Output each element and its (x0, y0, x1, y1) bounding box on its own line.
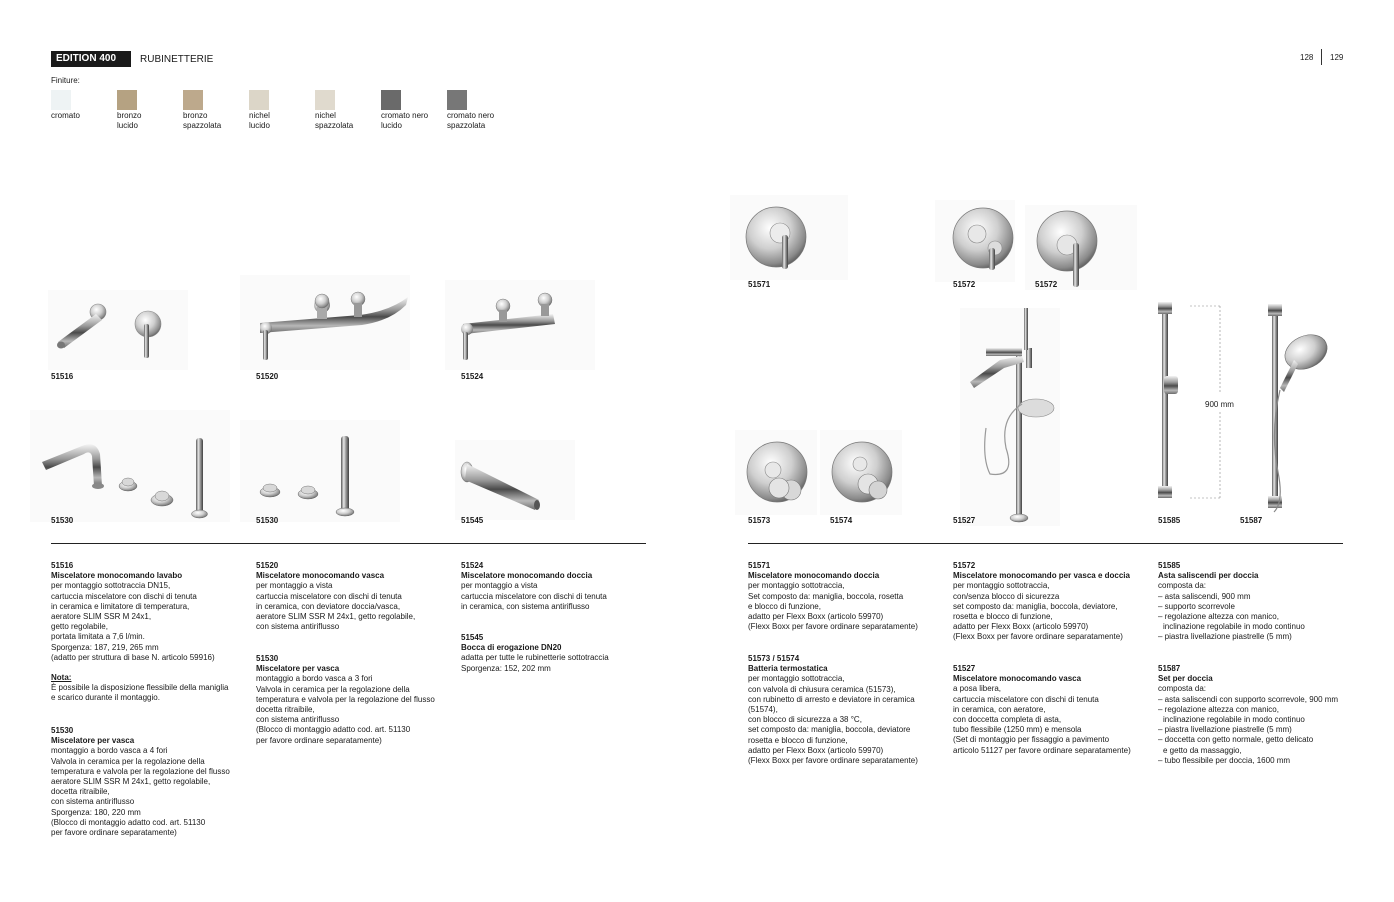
description-code: 51573 / 51574 (748, 654, 800, 663)
description-code: 51527 (953, 664, 976, 673)
description-51587: 51587 Set per doccia composta da: – asta saliscendi con supporto scorrevole, 900 mm – regolazione altezza con manico, inclinazione regolabile in modo continuo – piastra livellazione piastrelle (5 mm) – doccetta con getto normale, getto delicato e getto da massaggio, – tubo flessibile per doccia, 1600 mm (1158, 664, 1358, 766)
product-label-51572: 51572 (953, 280, 976, 289)
page-number-left: 128 (1300, 53, 1314, 62)
nota-label: Nota: (51, 673, 72, 683)
product-label-51520: 51520 (256, 372, 279, 381)
product-label-51530: 51530 (51, 516, 74, 525)
description-title: Asta saliscendi per doccia (1158, 571, 1259, 581)
finish-swatch-bronzo-lucido (117, 90, 137, 110)
product-image-51572-b (1025, 205, 1137, 290)
finish-swatch-cromato-nero-lucido (381, 90, 401, 110)
product-label-51530: 51530 (256, 516, 279, 525)
finish-swatch-nichel-spazzolata (315, 90, 335, 110)
description-title: Miscelatore monocomando lavabo (51, 571, 183, 581)
divider-left (51, 543, 646, 544)
description-51585: 51585 Asta saliscendi per doccia composta da: – asta saliscendi, 900 mm – supporto scorrevole – regolazione altezza con manico, inclinazione regolabile in modo continuo – piastra livellazione piastrelle (5 mm) (1158, 561, 1358, 643)
finish-swatch-cromato (51, 90, 71, 110)
product-image-51524 (445, 280, 595, 370)
product-image-51587 (1250, 302, 1340, 520)
product-image-51516 (48, 290, 188, 370)
description-code: 51530 (51, 726, 74, 735)
product-image-51572-a (935, 200, 1015, 282)
dimension-label: 900 mm (1205, 400, 1234, 409)
product-label-51527: 51527 (953, 516, 976, 525)
product-image-51520 (240, 275, 410, 370)
description-code: 51585 (1158, 561, 1181, 570)
description-code: 51571 (748, 561, 771, 570)
description-51572: 51572 Miscelatore monocomando per vasca e doccia per montaggio sottotraccia, con/senza blocco di sicurezza set composto da: maniglia, boccola, deviatore, rosetta e blocco di funzione, adatto per Flexx Boxx (articolo 59970) (Flexx Boxx per favore ordinare separatamente) (953, 561, 1153, 643)
edition-badge: EDITION 400 (51, 51, 131, 67)
finish-swatch-bronzo-spazzolata (183, 90, 203, 110)
description-code: 51524 (461, 561, 484, 570)
finish-name: cromato nero spazzolata (447, 111, 495, 130)
description-code: 51530 (256, 654, 279, 663)
divider-right (748, 543, 1343, 544)
product-image-51573 (735, 430, 817, 515)
product-image-51574 (820, 430, 902, 515)
product-label-51574: 51574 (830, 516, 853, 525)
description-title: Batteria termostatica (748, 664, 828, 674)
description-51524: 51524 Miscelatore monocomando doccia per montaggio a vista cartuccia miscelatore con dischi di tenuta in ceramica, con sistema antiriflusso (461, 561, 651, 612)
description-code: 51587 (1158, 664, 1181, 673)
description-51571: 51571 Miscelatore monocomando doccia per montaggio sottotraccia, Set composto da: maniglia, boccola, rosetta e blocco di funzione, adatto per Flexx Boxx (articolo 59970) (Flexx Boxx per favore ordinare separatamente) (748, 561, 948, 632)
product-image-51530-3hole (240, 420, 400, 522)
description-title: Set per doccia (1158, 674, 1213, 684)
description-code: 51520 (256, 561, 279, 570)
product-image-51571 (730, 195, 848, 280)
product-label-51573: 51573 (748, 516, 771, 525)
description-title: Miscelatore monocomando doccia (461, 571, 593, 581)
finish-name: cromato nero lucido (381, 111, 429, 130)
section-title: RUBINETTERIE (140, 54, 214, 65)
description-title: Miscelatore per vasca (256, 664, 340, 674)
product-image-51545 (455, 440, 575, 520)
description-code: 51545 (461, 633, 484, 642)
description-title: Miscelatore monocomando per vasca e doccia (953, 571, 1130, 581)
product-image-51530-4hole (30, 410, 230, 522)
description-51516: 51516 Miscelatore monocomando lavabo per montaggio sottotraccia DN15, cartuccia miscelatore con dischi di tenuta in ceramica e limitatore di temperatura, aeratore SLIM SSR M 24x1, getto regolabile, portata limitata a 7,6 l/min. Sporgenza: 187, 219, 265 mm (adatto per struttura di base N. articolo 59916) Nota: È possibile la disposizione flessibile della maniglia e scarico durante il montaggio. (51, 561, 251, 704)
product-label-51524: 51524 (461, 372, 484, 381)
product-label-51545: 51545 (461, 516, 484, 525)
description-51573-51574: 51573 / 51574 Batteria termostatica per montaggio sottotraccia, con valvola di chiusura ceramica (51573), con rubinetto di arresto e deviatore in ceramica (51574), con blocco di sicurezza a 38 °C, set composto da: maniglia, boccola, deviatore rosetta e blocco di funzione, adatto per Flexx Boxx (articolo 59970) (Flexx Boxx per favore ordinare separatamente) (748, 654, 948, 766)
description-title: Bocca di erogazione DN20 (461, 643, 562, 653)
description-code: 51516 (51, 561, 74, 570)
description-title: Miscelatore monocomando vasca (953, 674, 1082, 684)
product-label-51572: 51572 (1035, 280, 1058, 289)
page-number-right: 129 (1330, 53, 1344, 62)
finish-name: cromato (51, 111, 80, 120)
description-code: 51572 (953, 561, 976, 570)
finish-name: bronzo spazzolata (183, 111, 222, 130)
description-51527: 51527 Miscelatore monocomando vasca a posa libera, cartuccia miscelatore con dischi di tenuta in ceramica, con aeratore, con doccetta completa di asta, tubo flessibile (1250 mm) e mensola (Set di montaggio per fissaggio a pavimento articolo 51127 per favore ordinare separatamente) (953, 664, 1153, 756)
description-title: Miscelatore monocomando doccia (748, 571, 880, 581)
finish-swatch-cromato-nero-spazzolata (447, 90, 467, 110)
description-title: Miscelatore per vasca (51, 736, 135, 746)
description-51530-3hole: 51530 Miscelatore per vasca montaggio a bordo vasca a 3 fori Valvola in ceramica per la regolazione della temperatura e valvola per la regolazione del flusso docetta ritraibile, con sistema antiriflusso (Blocco di montaggio adatto cod. art. 51130 per favore ordinare separatamente) (256, 654, 456, 746)
product-label-51571: 51571 (748, 280, 771, 289)
description-51520: 51520 Miscelatore monocomando vasca per montaggio a vista cartuccia miscelatore con dischi di tenuta in ceramica, con deviatore doccia/vasca, aeratore SLIM SSR M 24x1, getto regolabile, con sistema antiriflusso (256, 561, 456, 632)
description-51530-4hole: 51530 Miscelatore per vasca montaggio a bordo vasca a 4 fori Valvola in ceramica per la regolazione della temperatura e valvola per la regolazione del flusso aeratore SLIM SSR M 24x1, getto regolabile, docetta ritraibile, con sistema antiriflusso Sporgenza: 180, 220 mm (Blocco di montaggio adatto cod. art. 51130 per favore ordinare separatamente) (51, 726, 251, 838)
finish-name: nichel lucido (249, 111, 270, 130)
product-label-51585: 51585 (1158, 516, 1181, 525)
finishes-label: Finiture: (51, 76, 80, 85)
product-label-51587: 51587 (1240, 516, 1263, 525)
finish-swatch-nichel-lucido (249, 90, 269, 110)
page-separator (1321, 49, 1322, 65)
product-label-51516: 51516 (51, 372, 74, 381)
description-title: Miscelatore monocomando vasca (256, 571, 385, 581)
description-51545: 51545 Bocca di erogazione DN20 adatta per tutte le rubinetterie sottotraccia Sporgenza: 152, 202 mm (461, 633, 651, 674)
product-image-51527 (960, 308, 1060, 526)
finish-name: bronzo lucido (117, 111, 142, 130)
finish-name: nichel spazzolata (315, 111, 354, 130)
